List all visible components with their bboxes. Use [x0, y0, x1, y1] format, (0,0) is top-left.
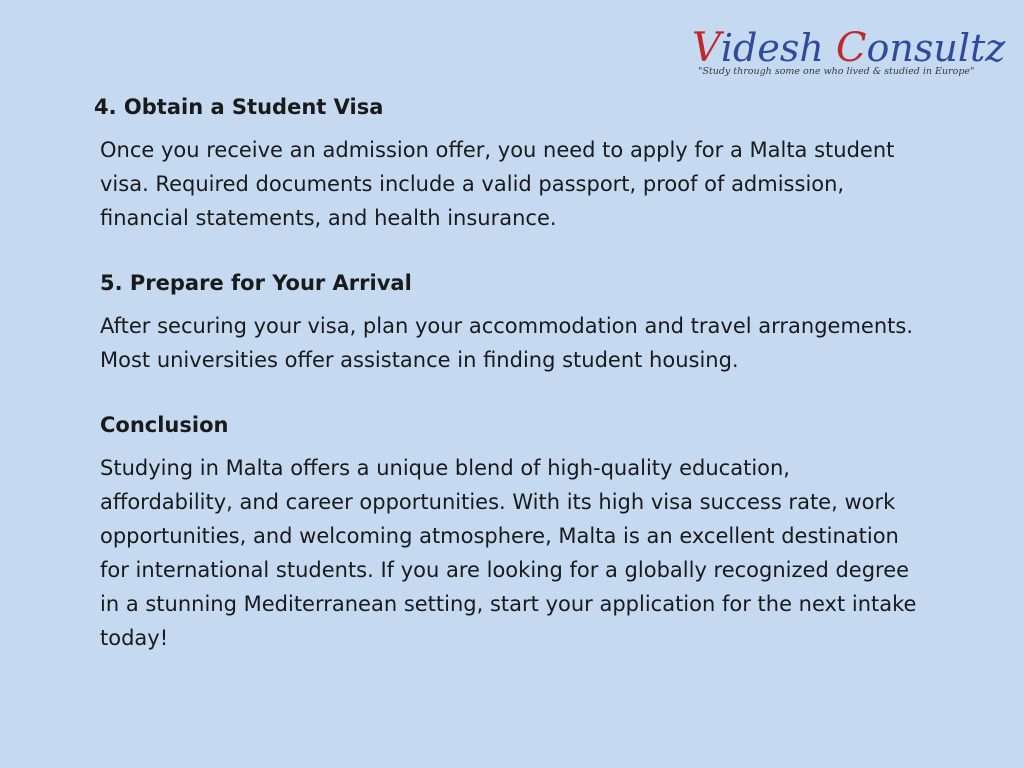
section-body: After securing your visa, plan your accommodation and travel arrangements. Most universities offer assistance in finding student housing. — [100, 314, 914, 372]
logo-text-idesh: idesh — [720, 26, 836, 70]
logo-initial-c: C — [835, 25, 867, 71]
section-heading: 5. Prepare for Your Arrival — [100, 271, 412, 295]
logo-tagline: "Study through some one who lived & studied in Europe" — [698, 66, 975, 77]
section-prepare-arrival — [100, 268, 920, 377]
section-conclusion — [100, 410, 920, 655]
logo-wordmark — [692, 25, 1006, 71]
main-content — [94, 92, 920, 688]
section-body: Studying in Malta offers a unique blend of high-quality education, affordability, and career opportunities. With its high visa success rate, work opportunities, and welcoming atmosphere, Malta is an excellent destination for international students. If you are looking for a globally recognized degree in a stunning Mediterranean setting, start your application for the next intake today! — [100, 456, 917, 650]
logo-text-onsultz: onsultz — [866, 26, 1006, 70]
section-student-visa — [94, 92, 920, 235]
logo-initial-v: V — [692, 25, 721, 71]
section-heading: 4. Obtain a Student Visa — [94, 95, 384, 119]
section-heading: Conclusion — [100, 413, 229, 437]
section-body: Once you receive an admission offer, you need to apply for a Malta student visa. Required documents include a valid passport, proof of admission, financial statements, and health insurance. — [100, 138, 895, 230]
brand-logo — [692, 25, 1006, 77]
